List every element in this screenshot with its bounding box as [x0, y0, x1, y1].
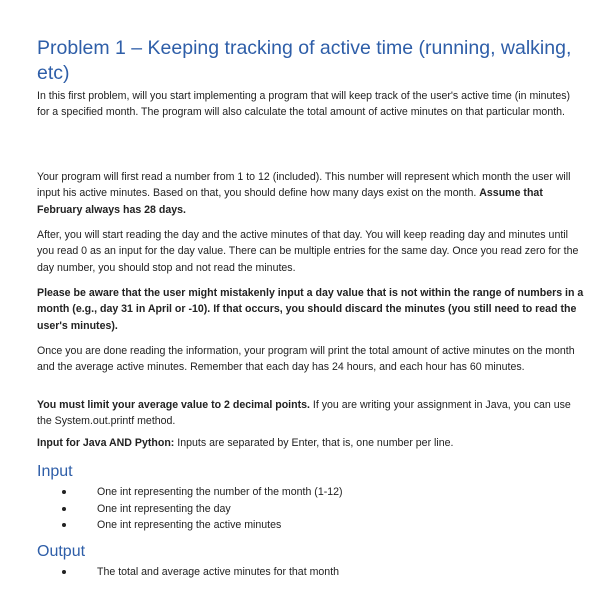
- reading-days-paragraph: After, you will start reading the day and the active minutes of that day. You will keep reading day and minutes until you read 0 as an input for the day value. There can be multiple entries for the same day. Once you read zero for the day number, you should stop and not read the minutes.: [37, 229, 579, 274]
- list-item: One int representing the number of the month (1-12): [58, 484, 558, 501]
- bullet-icon: [62, 507, 66, 511]
- limit-decimals-bold: You must limit your average value to 2 decimal points.: [37, 399, 310, 411]
- input-note-bold: Input for Java AND Python:: [37, 437, 175, 449]
- input-note-text: Inputs are separated by Enter, that is, one number per line.: [174, 437, 454, 449]
- limit-decimals-paragraph: [37, 397, 585, 430]
- input-heading: Input: [37, 463, 73, 480]
- read-month-text: Your program will first read a number from 1 to 12 (included). This number will represent which month the user will input his active minutes. Based on that, you should define how many days exist on the month.: [37, 171, 571, 200]
- list-item: One int representing the active minutes: [58, 517, 558, 534]
- read-month-paragraph: [37, 169, 585, 218]
- list-item: The total and average active minutes for that month: [58, 564, 558, 581]
- output-list: [58, 564, 558, 581]
- input-list: [58, 484, 558, 534]
- bullet-icon: [62, 570, 66, 574]
- february-note: Assume that February always has 28 days.: [37, 187, 543, 216]
- output-heading: Output: [37, 543, 86, 560]
- warning-paragraph: Please be aware that the user might mistakenly input a day value that is not within the range of numbers in a month (e.g., day 31 in April or -10). If that occurs, you should discard the minutes (you still need to read the user's minutes).: [37, 287, 584, 332]
- print-totals-paragraph: Once you are done reading the information, your program will print the total amount of active minutes on the month and the average active minutes. Remember that each day has 24 hours, and each hour has 60 minutes.: [37, 345, 575, 374]
- intro-paragraph: In this first problem, will you start implementing a program that will keep track of the user's active time (in minutes) for a specified month. The program will also calculate the total amount of active minutes on that particular month.: [37, 90, 571, 119]
- list-item: One int representing the day: [58, 501, 558, 518]
- problem-title: Problem 1 – Keeping tracking of active time (running, walking, etc): [37, 37, 572, 84]
- bullet-icon: [62, 490, 66, 494]
- bullet-icon: [62, 523, 66, 527]
- input-note-paragraph: [37, 435, 585, 451]
- limit-decimals-text: If you are writing your assignment in Java, you can use the System.out.printf method.: [37, 399, 571, 428]
